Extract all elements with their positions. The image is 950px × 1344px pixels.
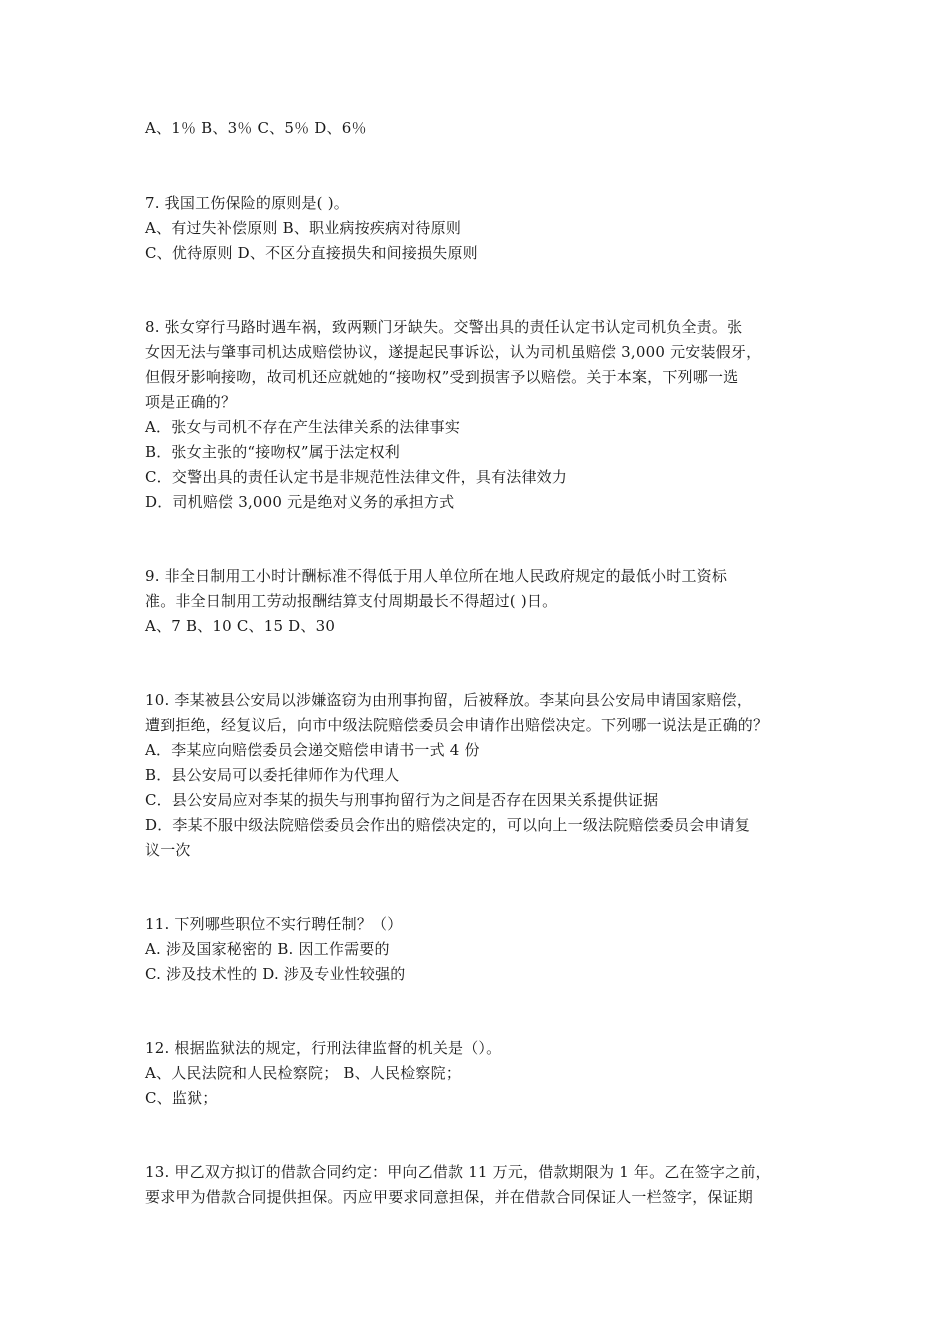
- q10-option-c: C．县公安局应对李某的损失与刑事拘留行为之间是否存在因果关系提供证据: [145, 791, 659, 809]
- q9-stem-line1: 9. 非全日制用工小时计酬标准不得低于用人单位所在地人民政府规定的最低小时工资标: [145, 567, 728, 585]
- q11-options-line2: C. 涉及技术性的 D. 涉及专业性较强的: [145, 965, 406, 983]
- q12-options-line2: C、监狱；: [145, 1089, 218, 1107]
- q6-options: A、1％ B、3％ C、5％ D、6％: [145, 119, 367, 137]
- q7-options-line2: C、优待原则 D、不区分直接损失和间接损失原则: [145, 244, 478, 262]
- q8-stem-line4: 项是正确的？: [145, 393, 237, 411]
- q11-stem: 11. 下列哪些职位不实行聘任制？（）: [145, 915, 403, 933]
- q10-option-d-line1: D．李某不服中级法院赔偿委员会作出的赔偿决定的，可以向上一级法院赔偿委员会申请复: [145, 816, 751, 834]
- q7-stem: 7. 我国工伤保险的原则是( )。: [145, 194, 349, 212]
- q10-option-b: B．县公安局可以委托律师作为代理人: [145, 766, 400, 784]
- q8-stem-line2: 女因无法与肇事司机达成赔偿协议，遂提起民事诉讼，认为司机虽赔偿 3,000 元安装假牙，: [145, 343, 762, 361]
- q9-stem-line2: 准。非全日制用工劳动报酬结算支付周期最长不得超过( )日。: [145, 592, 558, 610]
- q12-stem: 12. 根据监狱法的规定，行刑法律监督的机关是（）。: [145, 1039, 502, 1057]
- q10-option-d-line2: 议一次: [145, 841, 191, 859]
- q10-stem-line2: 遭到拒绝，经复议后，向市中级法院赔偿委员会申请作出赔偿决定。下列哪一说法是正确的？: [145, 716, 769, 734]
- q10-option-a: A．李某应向赔偿委员会递交赔偿申请书一式 4 份: [145, 741, 480, 759]
- q13-stem-line2: 要求甲为借款合同提供担保。丙应甲要求同意担保，并在借款合同保证人一栏签字，保证期: [145, 1188, 754, 1206]
- q11-options-line1: A. 涉及国家秘密的 B. 因工作需要的: [145, 940, 390, 958]
- q8-option-d: D．司机赔偿 3,000 元是绝对义务的承担方式: [145, 493, 455, 511]
- q8-option-a: A．张女与司机不存在产生法律关系的法律事实: [145, 418, 461, 436]
- q8-option-c: C．交警出具的责任认定书是非规范性法律文件，具有法律效力: [145, 468, 568, 486]
- q8-stem-line1: 8. 张女穿行马路时遇车祸，致两颗门牙缺失。交警出具的责任认定书认定司机负全责。张: [145, 318, 743, 336]
- q13-stem-line1: 13. 甲乙双方拟订的借款合同约定：甲向乙借款 11 万元，借款期限为 1 年。乙在签字之前，: [145, 1163, 771, 1181]
- q12-options-line1: A、人民法院和人民检察院； B、人民检察院；: [145, 1064, 462, 1082]
- q9-options: A、7 B、10 C、15 D、30: [145, 617, 336, 635]
- q8-stem-line3: 但假牙影响接吻，故司机还应就她的“接吻权”受到损害予以赔偿。关于本案，下列哪一选: [145, 368, 739, 386]
- q7-options-line1: A、有过失补偿原则 B、职业病按疾病对待原则: [145, 219, 462, 237]
- q10-stem-line1: 10. 李某被县公安局以涉嫌盗窃为由刑事拘留，后被释放。李某向县公安局申请国家赔偿，: [145, 691, 753, 709]
- q8-option-b: B．张女主张的“接吻权”属于法定权利: [145, 443, 400, 461]
